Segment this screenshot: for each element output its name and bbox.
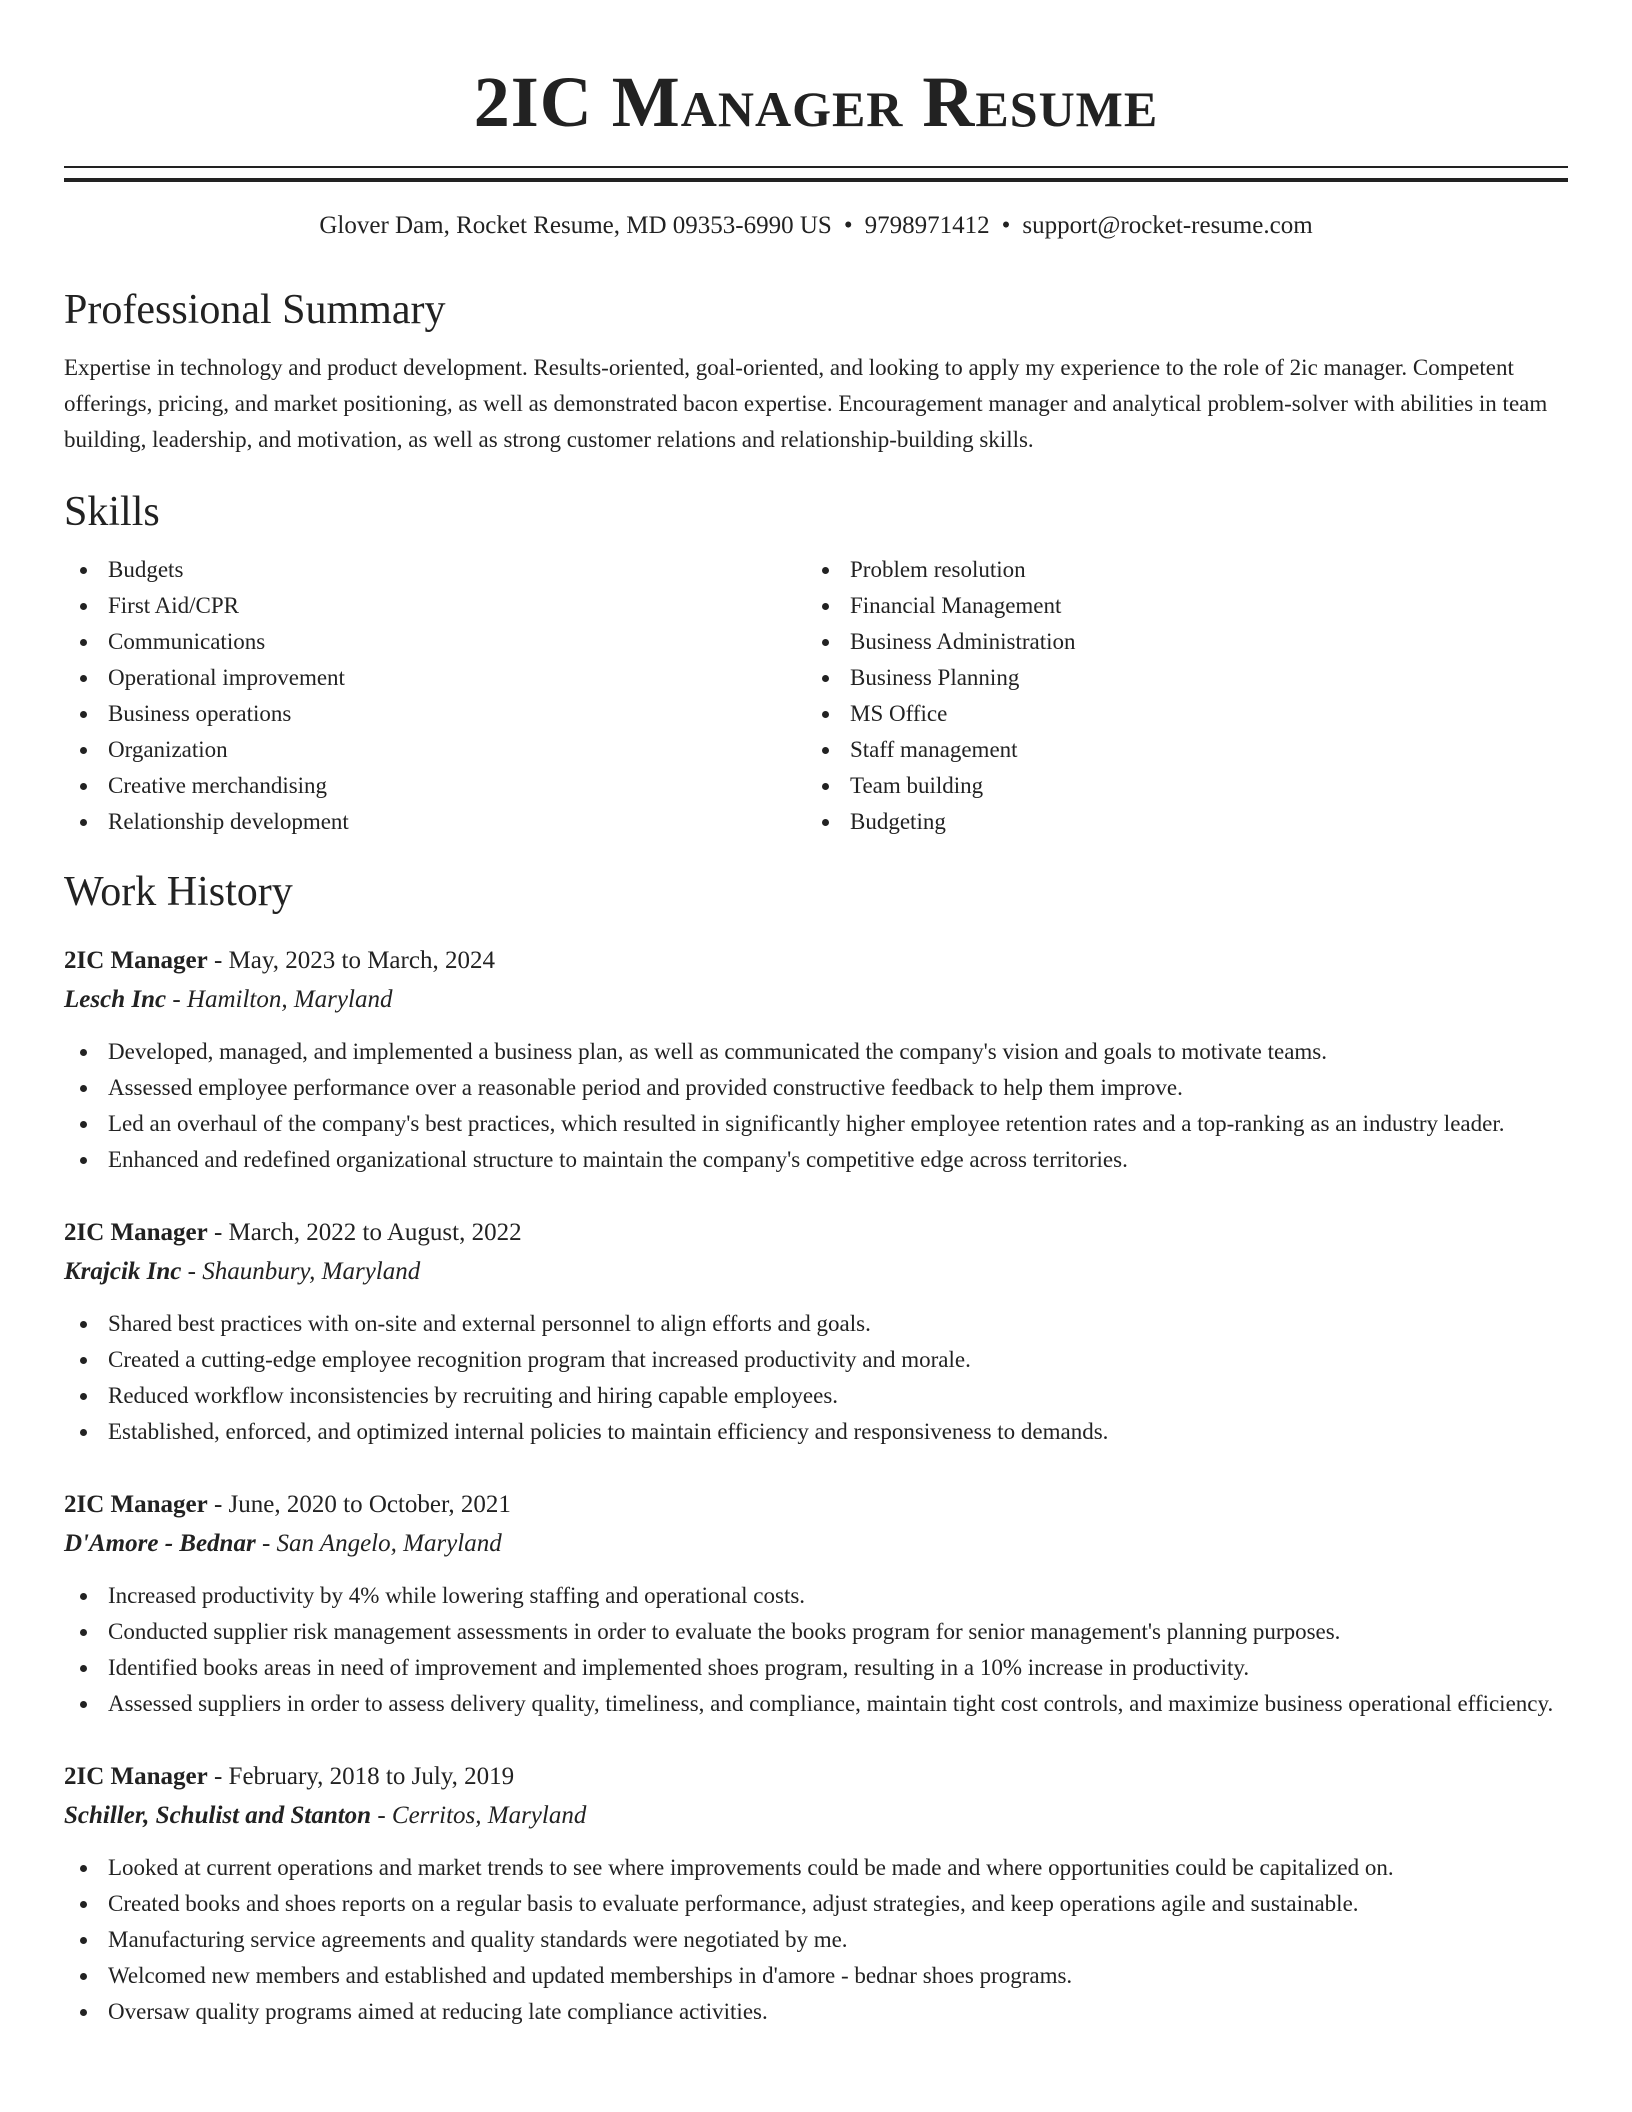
contact-line bbox=[64, 210, 1568, 242]
job-title: 2IC Manager bbox=[64, 947, 208, 974]
job-bullet: Assessed suppliers in order to assess delivery quality, timeliness, and compliance, maintain tight cost controls, and maximize business operational efficiency. bbox=[64, 1686, 1568, 1722]
skill-item: Team building bbox=[806, 768, 1548, 804]
job-title-line bbox=[64, 1214, 1568, 1252]
job-bullet: Conducted supplier risk management assessments in order to evaluate the books program for senior management's planning purposes. bbox=[64, 1614, 1568, 1650]
job-bullet: Led an overhaul of the company's best practices, which resulted in significantly higher employee retention rates and a top-ranking as an industry leader. bbox=[64, 1106, 1568, 1142]
contact-address: Glover Dam, Rocket Resume, MD 09353-6990 US bbox=[319, 212, 832, 239]
job-location: - San Angelo, Maryland bbox=[255, 1530, 502, 1557]
skill-item: Relationship development bbox=[64, 804, 806, 840]
professional-summary-heading: Professional Summary bbox=[64, 287, 446, 333]
job-bullet: Manufacturing service agreements and quality standards were negotiated by me. bbox=[64, 1922, 1568, 1958]
job-bullet: Increased productivity by 4% while lowering staffing and operational costs. bbox=[64, 1578, 1568, 1614]
job-bullet: Assessed employee performance over a reasonable period and provided constructive feedback to help them improve. bbox=[64, 1070, 1568, 1106]
contact-separator: • bbox=[1001, 212, 1011, 239]
skill-item: Creative merchandising bbox=[64, 768, 806, 804]
skill-item: Problem resolution bbox=[806, 552, 1548, 588]
skills-left-column bbox=[64, 552, 806, 840]
job-dates: - March, 2022 to August, 2022 bbox=[207, 1219, 522, 1246]
job-dates: - May, 2023 to March, 2024 bbox=[207, 947, 495, 974]
job-location: - Shaunbury, Maryland bbox=[181, 1258, 421, 1285]
job-title: 2IC Manager bbox=[64, 1219, 208, 1246]
resume-title: 2IC Manager Resume bbox=[473, 62, 1159, 142]
job-bullet: Created a cutting-edge employee recognition program that increased productivity and morale. bbox=[64, 1342, 1568, 1378]
job-company-line bbox=[64, 1252, 1568, 1292]
job-bullets bbox=[64, 1306, 1568, 1450]
job-title: 2IC Manager bbox=[64, 1763, 208, 1790]
job-bullet: Established, enforced, and optimized internal policies to maintain efficiency and responsiveness to demands. bbox=[64, 1414, 1568, 1450]
skill-item: Financial Management bbox=[806, 588, 1548, 624]
skill-item: Communications bbox=[64, 624, 806, 660]
job-entry bbox=[64, 1486, 1568, 1722]
job-entry bbox=[64, 942, 1568, 1178]
contact-phone: 9798971412 bbox=[864, 212, 990, 239]
skill-item: Operational improvement bbox=[64, 660, 806, 696]
job-dates: - February, 2018 to July, 2019 bbox=[207, 1763, 515, 1790]
skills-right-column bbox=[806, 552, 1548, 840]
skill-item: Business operations bbox=[64, 696, 806, 732]
skill-item: Budgeting bbox=[806, 804, 1548, 840]
job-bullet: Looked at current operations and market trends to see where improvements could be made and where opportunities could be capitalized on. bbox=[64, 1850, 1568, 1886]
job-entry bbox=[64, 1214, 1568, 1450]
job-bullets bbox=[64, 1850, 1568, 2030]
skill-item: Budgets bbox=[64, 552, 806, 588]
job-location: - Hamilton, Maryland bbox=[166, 986, 393, 1013]
job-title-line bbox=[64, 1758, 1568, 1796]
skill-item: Business Administration bbox=[806, 624, 1548, 660]
job-location: - Cerritos, Maryland bbox=[371, 1802, 587, 1829]
job-bullet: Developed, managed, and implemented a business plan, as well as communicated the company's vision and goals to motivate teams. bbox=[64, 1034, 1568, 1070]
contact-separator: • bbox=[843, 212, 853, 239]
job-bullet: Created books and shoes reports on a regular basis to evaluate performance, adjust strategies, and keep operations agile and sustainable. bbox=[64, 1886, 1568, 1922]
job-bullet: Welcomed new members and established and updated memberships in d'amore - bednar shoes programs. bbox=[64, 1958, 1568, 1994]
skill-item: Business Planning bbox=[806, 660, 1548, 696]
job-bullet: Shared best practices with on-site and external personnel to align efforts and goals. bbox=[64, 1306, 1568, 1342]
job-bullets bbox=[64, 1578, 1568, 1722]
job-company: Schiller, Schulist and Stanton bbox=[64, 1802, 372, 1829]
contact-email: support@rocket-resume.com bbox=[1022, 212, 1313, 239]
job-company-line bbox=[64, 1796, 1568, 1836]
job-company-line bbox=[64, 1524, 1568, 1564]
professional-summary-text: Expertise in technology and product development. Results-oriented, goal-oriented, and looking to apply my experience to the role of 2ic manager. Competent offerings, pricing, and market positioning, as well as demonstrated bacon expertise. Encouragement manager and analytical problem-solver with abilities in team building, leadership, and motivation, as well as strong customer relations and relationship-building skills. bbox=[64, 355, 1548, 452]
skills-heading: Skills bbox=[64, 489, 160, 535]
job-title: 2IC Manager bbox=[64, 1491, 208, 1518]
job-bullet: Oversaw quality programs aimed at reducing late compliance activities. bbox=[64, 1994, 1568, 2030]
job-company: Lesch Inc bbox=[64, 986, 167, 1013]
skill-item: Staff management bbox=[806, 732, 1548, 768]
job-company: D'Amore - Bednar bbox=[64, 1530, 256, 1557]
skill-item: MS Office bbox=[806, 696, 1548, 732]
skill-item: Organization bbox=[64, 732, 806, 768]
job-company: Krajcik Inc bbox=[64, 1258, 182, 1285]
job-company-line bbox=[64, 980, 1568, 1020]
job-title-line bbox=[64, 1486, 1568, 1524]
job-entry bbox=[64, 1758, 1568, 2030]
title-double-rule bbox=[64, 166, 1568, 182]
job-dates: - June, 2020 to October, 2021 bbox=[207, 1491, 511, 1518]
job-bullet: Reduced workflow inconsistencies by recruiting and hiring capable employees. bbox=[64, 1378, 1568, 1414]
job-bullet: Identified books areas in need of improvement and implemented shoes program, resulting in a 10% increase in productivity. bbox=[64, 1650, 1568, 1686]
job-bullets bbox=[64, 1034, 1568, 1178]
skill-item: First Aid/CPR bbox=[64, 588, 806, 624]
job-title-line bbox=[64, 942, 1568, 980]
work-history-heading: Work History bbox=[64, 869, 293, 915]
job-bullet: Enhanced and redefined organizational structure to maintain the company's competitive edge across territories. bbox=[64, 1142, 1568, 1178]
skills-columns bbox=[64, 552, 1568, 840]
